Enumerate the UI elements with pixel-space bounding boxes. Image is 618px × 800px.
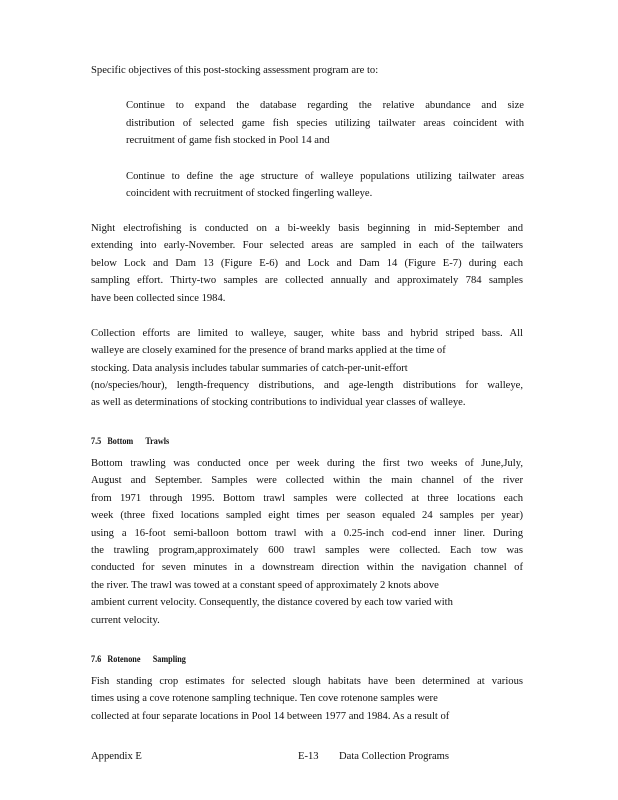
s75-line-5: using a 16-foot semi-balloon bottom trawl with a 0.25-inch cod-end inner liner. During: [91, 528, 523, 539]
para2-line-4: (no/species/hour), length-frequency distributions, and age-length distributions for walleye,: [91, 380, 523, 391]
s75-line-8: the river. The trawl was towed at a constant speed of approximately 2 knots above: [91, 580, 439, 591]
section-title: Rotenone Sampling: [107, 655, 186, 665]
section-number: 7.6: [91, 655, 102, 665]
footer-appendix: Appendix E: [91, 751, 142, 762]
bullet-1-line-3: recruitment of game fish stocked in Pool 14 and: [126, 135, 330, 146]
para1-line-4: sampling effort. Thirty-two samples are collected annually and approximately 784 samples: [91, 275, 523, 286]
section-7-5-heading: [91, 434, 169, 451]
section-title: Bottom Trawls: [107, 437, 170, 447]
s75-line-6: the trawling program,approximately 600 trawl samples were collected. Each tow was: [91, 545, 523, 556]
s75-line-10: current velocity.: [91, 615, 160, 626]
s75-line-9: ambient current velocity. Consequently, the distance covered by each tow varied with: [91, 597, 453, 608]
para1-line-5: have been collected since 1984.: [91, 293, 226, 304]
para2-line-3: stocking. Data analysis includes tabular summaries of catch-per-unit-effort: [91, 363, 408, 374]
footer-section-title: Data Collection Programs: [339, 751, 450, 762]
intro-text: Specific objectives of this post-stocking assessment program are to:: [91, 65, 379, 76]
s75-line-1: Bottom trawling was conducted once per week during the first two weeks of June,July,: [91, 458, 523, 469]
s76-line-2: times using a cove rotenone sampling technique. Ten cove rotenone samples were: [91, 693, 438, 704]
s75-line-7: conducted for seven minutes in a downstream direction within the navigation channel of: [91, 562, 523, 573]
bullet-1-line-1: Continue to expand the database regarding the relative abundance and size: [126, 100, 524, 111]
bullet-2-line-2: coincident with recruitment of stocked fingerling walleye.: [126, 188, 373, 199]
bullet-2-line-1: Continue to define the age structure of walleye populations utilizing tailwater areas: [126, 171, 524, 182]
para2-line-5: as well as determinations of stocking contributions to individual year classes of walleye.: [91, 397, 466, 408]
s76-line-1: Fish standing crop estimates for selected slough habitats have been determined at various: [91, 676, 523, 687]
para2-line-1: Collection efforts are limited to walleye, sauger, white bass and hybrid striped bass. All: [91, 328, 523, 339]
section-7-6-heading: [91, 652, 186, 669]
s75-line-3: from 1971 through 1995. Bottom trawl samples were collected at three locations each: [91, 493, 523, 504]
s76-line-3: collected at four separate locations in Pool 14 between 1977 and 1984. As a result of: [91, 711, 450, 722]
s75-line-4: week (three fixed locations sampled eight times per season equaled 24 samples per year): [91, 510, 523, 521]
para1-line-2: extending into early-November. Four selected areas are sampled in each of the tailwaters: [91, 240, 523, 251]
para1-line-1: Night electrofishing is conducted on a bi-weekly basis beginning in mid-September and: [91, 223, 523, 234]
para1-line-3: below Lock and Dam 13 (Figure E-6) and Lock and Dam 14 (Figure E-7) during each: [91, 258, 523, 269]
s75-line-2: August and September. Samples were collected within the main channel of the river: [91, 475, 523, 486]
section-number: 7.5: [91, 437, 102, 447]
bullet-1-line-2: distribution of selected game fish species utilizing tailwater areas coincident with: [126, 118, 524, 129]
para2-line-2: walleye are closely examined for the presence of brand marks applied at the time of: [91, 345, 446, 356]
footer-page-number: E-13: [298, 751, 319, 762]
